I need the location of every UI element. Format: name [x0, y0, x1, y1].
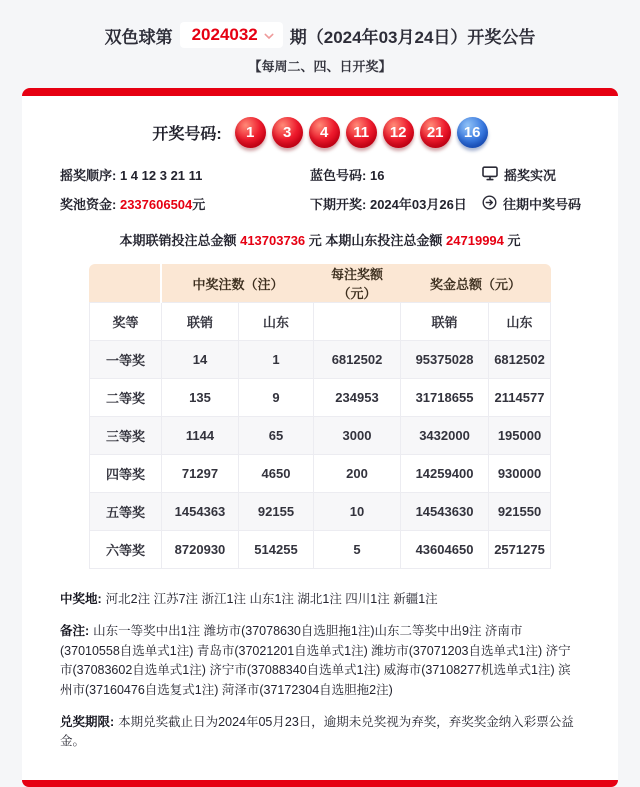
sales-mid: 元 本期山东投注总金额 [308, 233, 443, 248]
red-ball-5: 12 [383, 117, 414, 148]
cell-national-count: 1144 [161, 417, 238, 455]
live-draw-label: 摇奖实况 [504, 168, 557, 183]
prize-table [89, 264, 551, 569]
cell-level: 四等奖 [89, 455, 161, 493]
sales-totals [22, 230, 618, 249]
blue-number [310, 165, 482, 184]
table-row [89, 531, 550, 569]
title-prefix: 双色球第 [104, 27, 173, 47]
cell-shandong-total: 2571275 [489, 531, 551, 569]
arrow-right-circle-icon [482, 195, 497, 213]
issue-number: 2024032 [191, 25, 258, 44]
cell-shandong-total: 2114577 [489, 379, 551, 417]
sales-suffix: 元 [507, 233, 521, 248]
redeem-deadline [60, 713, 580, 752]
cell-national-total: 3432000 [401, 417, 489, 455]
cell-national-count: 135 [161, 379, 238, 417]
prize-pool-unit: 元 [192, 197, 206, 212]
table-row [89, 417, 550, 455]
history-numbers-link[interactable] [482, 194, 592, 213]
cell-national-total: 14543630 [401, 493, 489, 531]
table-row [89, 379, 550, 417]
title-suffix: 期（2024年03月24日）开奖公告 [289, 27, 536, 47]
draw-schedule: 【每周二、四、日开奖】 [248, 59, 392, 74]
sales-prefix: 本期联销投注总金额 [119, 233, 237, 248]
monitor-icon [482, 166, 498, 184]
cell-shandong-count: 1 [238, 341, 313, 379]
cell-shandong-count: 4650 [238, 455, 313, 493]
live-draw-link[interactable] [482, 165, 592, 184]
cell-level: 一等奖 [89, 341, 161, 379]
next-draw-date: 2024年03月26日 [369, 197, 467, 212]
cell-prize-each: 200 [314, 455, 401, 493]
next-draw [310, 194, 482, 213]
red-ball-3: 4 [309, 117, 340, 148]
table-row [89, 341, 550, 379]
cell-shandong-total: 930000 [489, 455, 551, 493]
cell-national-count: 71297 [161, 455, 238, 493]
cell-national-count: 8720930 [161, 531, 238, 569]
winning-numbers [22, 117, 618, 148]
cell-level: 三等奖 [89, 417, 161, 455]
col-header-national-total: 联销 [401, 303, 489, 341]
cell-shandong-count: 9 [238, 379, 313, 417]
cell-shandong-count: 65 [238, 417, 313, 455]
group-header-empty [89, 264, 161, 303]
remark [60, 622, 580, 700]
next-draw-label: 下期开奖: [310, 197, 367, 212]
shake-order-label: 摇奖顺序: [60, 168, 117, 183]
cell-national-total: 95375028 [401, 341, 489, 379]
shake-order [60, 165, 310, 184]
cell-national-total: 43604650 [401, 531, 489, 569]
redeem-deadline-label: 兑奖期限: [60, 714, 115, 729]
redeem-deadline-value: 本期兑奖截止日为2024年05月23日，逾期未兑奖视为弃奖，弃奖奖金纳入彩票公益金。 [60, 714, 574, 749]
cell-level: 六等奖 [89, 531, 161, 569]
blue-number-label: 蓝色号码: [310, 168, 367, 183]
card-top-bar [22, 88, 618, 96]
announcement-card [22, 88, 618, 787]
col-header-national-count: 联销 [161, 303, 238, 341]
draw-info [22, 148, 618, 213]
group-header-totals: 奖金总额（元） [401, 264, 551, 303]
col-header-shandong-total: 山东 [489, 303, 551, 341]
cell-shandong-total: 195000 [489, 417, 551, 455]
chevron-down-icon [264, 33, 274, 40]
red-ball-4: 11 [346, 117, 377, 148]
card-bottom-bar [22, 780, 618, 787]
cell-national-total: 31718655 [401, 379, 489, 417]
table-row [89, 455, 550, 493]
remark-label: 备注: [60, 624, 90, 639]
cell-shandong-total: 6812502 [489, 341, 551, 379]
cell-shandong-count: 92155 [238, 493, 313, 531]
group-header-counts: 中奖注数（注） [161, 264, 313, 303]
card-body [22, 96, 618, 780]
table-row [89, 493, 550, 531]
sales-shandong-amount: 24719994 [446, 233, 504, 248]
winning-places-value: 河北2注 江苏7注 浙江1注 山东1注 湖北1注 四川1注 新疆1注 [105, 592, 438, 606]
cell-prize-each: 10 [314, 493, 401, 531]
red-ball-6: 21 [420, 117, 451, 148]
cell-national-total: 14259400 [401, 455, 489, 493]
col-header-empty [314, 303, 401, 341]
history-numbers-label: 往期中奖号码 [503, 197, 582, 212]
prize-pool [60, 194, 310, 213]
red-ball-2: 3 [272, 117, 303, 148]
winning-numbers-label: 开奖号码: [152, 126, 222, 143]
prize-pool-value: 2337606504 [119, 197, 193, 212]
cell-prize-each: 6812502 [314, 341, 401, 379]
table-group-header-row [89, 264, 550, 303]
winning-places-label: 中奖地: [60, 592, 102, 606]
winning-places [60, 590, 580, 609]
prize-pool-label: 奖池资金: [60, 197, 117, 212]
cell-prize-each: 5 [314, 531, 401, 569]
cell-level: 二等奖 [89, 379, 161, 417]
blue-ball: 16 [457, 117, 488, 148]
page-title [0, 0, 640, 48]
col-header-shandong-count: 山东 [238, 303, 313, 341]
announcement-notes [22, 569, 618, 752]
issue-selector[interactable] [180, 22, 283, 48]
cell-level: 五等奖 [89, 493, 161, 531]
shake-order-value: 1 4 12 3 21 11 [119, 168, 203, 183]
cell-prize-each: 3000 [314, 417, 401, 455]
cell-shandong-count: 514255 [238, 531, 313, 569]
remark-value: 山东一等奖中出1注 潍坊市(37078630自选胆拖1注)山东二等奖中出9注 济南市(37010558自选单式1注) 青岛市(37021201自选单式1注) 潍坊市(37071203自选单式1注) 济宁市(37083602自选单式1注) 济宁市(37088340自选单式1注) 威海市(37108277机选单式1注) 滨州市(37160476自选复式1注) 菏泽市(37172304自选胆拖2注) [60, 624, 571, 697]
cell-national-count: 14 [161, 341, 238, 379]
cell-prize-each: 234953 [314, 379, 401, 417]
table-sub-header-row [89, 303, 550, 341]
red-ball-1: 1 [235, 117, 266, 148]
col-header-level: 奖等 [89, 303, 161, 341]
cell-national-count: 1454363 [161, 493, 238, 531]
cell-shandong-total: 921550 [489, 493, 551, 531]
group-header-per-bet: 每注奖额（元） [314, 264, 401, 303]
blue-number-value: 16 [369, 168, 385, 183]
sales-national-amount: 413703736 [240, 233, 306, 248]
